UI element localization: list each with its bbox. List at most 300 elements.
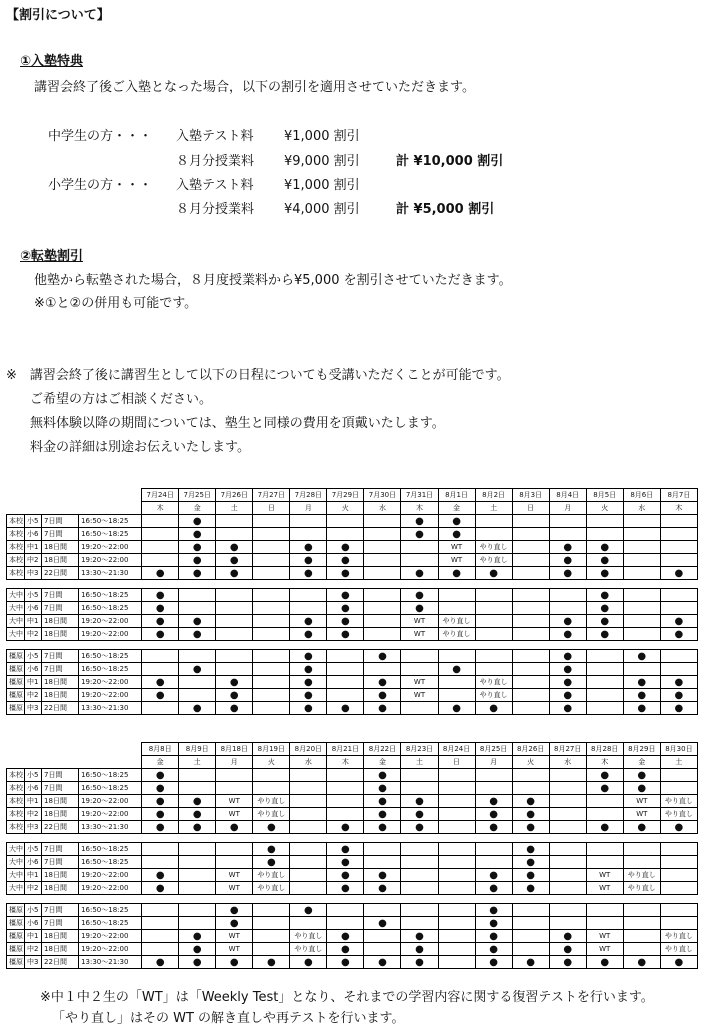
school-cell: 本校	[7, 821, 25, 834]
session-cell	[364, 904, 401, 917]
session-cell	[660, 602, 697, 615]
spacer-cell	[79, 641, 142, 650]
session-dot: ●	[401, 956, 438, 969]
session-dot: ●	[549, 689, 586, 702]
spacer-cell	[586, 641, 623, 650]
session-cell: やり直し	[660, 943, 697, 956]
session-cell: やり直し	[253, 869, 290, 882]
header-date: 8月26日	[512, 743, 549, 756]
discount-item: ８月分授業料	[176, 154, 255, 169]
session-cell	[438, 589, 475, 602]
duration-cell: 22日間	[42, 821, 79, 834]
spacer-cell	[438, 895, 475, 904]
header-weekday: 木	[401, 502, 438, 515]
duration-cell: 7日間	[42, 515, 79, 528]
spacer-cell	[364, 641, 401, 650]
session-dot: ●	[290, 904, 327, 917]
session-cell	[253, 650, 290, 663]
session-dot: ●	[364, 808, 401, 821]
session-cell	[623, 554, 660, 567]
time-cell: 19:20～22:00	[79, 943, 142, 956]
session-cell	[253, 602, 290, 615]
discount-who: 中学生の方・・・	[48, 129, 153, 144]
note-line: 無料体験以降の期間については、塾生と同様の費用を頂戴いたします。	[30, 416, 445, 431]
spacer-cell	[623, 834, 660, 843]
spacer-cell	[512, 895, 549, 904]
session-cell	[438, 917, 475, 930]
session-cell: WT	[401, 615, 438, 628]
session-cell	[142, 856, 179, 869]
session-cell	[549, 795, 586, 808]
session-cell	[364, 843, 401, 856]
spacer-cell	[660, 834, 697, 843]
header-blank	[79, 743, 142, 756]
footnote-line1: ※中１中２生の「WT」は「Weekly Test」となり、それまでの学習内容に関する復習テストを行います。	[40, 990, 654, 1005]
session-cell	[142, 930, 179, 943]
session-cell	[623, 856, 660, 869]
spacer-cell	[216, 834, 253, 843]
session-cell	[623, 602, 660, 615]
discount-amount: ¥1,000 割引	[284, 129, 360, 144]
session-cell	[290, 769, 327, 782]
session-dot: ●	[142, 821, 179, 834]
spacer-cell	[401, 895, 438, 904]
table-row	[7, 808, 698, 821]
session-cell	[290, 602, 327, 615]
duration-cell: 18日間	[42, 554, 79, 567]
duration-cell: 18日間	[42, 689, 79, 702]
header-weekday: 金	[364, 756, 401, 769]
session-cell	[438, 943, 475, 956]
session-dot: ●	[216, 689, 253, 702]
spacer-cell	[253, 580, 290, 589]
session-cell	[216, 628, 253, 641]
session-cell	[512, 541, 549, 554]
session-cell	[179, 769, 216, 782]
session-cell	[586, 650, 623, 663]
session-cell: やり直し	[475, 689, 512, 702]
session-cell	[549, 821, 586, 834]
session-cell	[549, 515, 586, 528]
header-weekday: 火	[253, 756, 290, 769]
table-row	[7, 589, 698, 602]
header-weekday: 水	[549, 756, 586, 769]
session-dot: ●	[327, 602, 364, 615]
session-dot: ●	[660, 821, 697, 834]
session-cell	[660, 904, 697, 917]
school-cell: 本校	[7, 769, 25, 782]
session-dot: ●	[327, 615, 364, 628]
session-cell	[216, 843, 253, 856]
time-cell: 19:20～22:00	[79, 930, 142, 943]
session-cell	[549, 808, 586, 821]
session-cell	[660, 663, 697, 676]
session-cell	[586, 856, 623, 869]
duration-cell: 7日間	[42, 602, 79, 615]
table-row	[7, 702, 698, 715]
spacer-cell	[290, 641, 327, 650]
session-dot: ●	[290, 663, 327, 676]
session-dot: ●	[327, 843, 364, 856]
spacer-cell	[549, 834, 586, 843]
session-dot: ●	[401, 515, 438, 528]
session-cell	[475, 663, 512, 676]
spacer-cell	[401, 580, 438, 589]
spacer-cell	[179, 580, 216, 589]
session-cell	[253, 782, 290, 795]
time-cell: 19:20～22:00	[79, 541, 142, 554]
session-cell	[401, 769, 438, 782]
session-cell	[142, 843, 179, 856]
session-dot: ●	[438, 528, 475, 541]
session-dot: ●	[512, 843, 549, 856]
session-cell	[179, 882, 216, 895]
grade-cell: 中1	[25, 869, 42, 882]
duration-cell: 22日間	[42, 702, 79, 715]
session-dot: ●	[586, 821, 623, 834]
session-dot: ●	[216, 821, 253, 834]
grade-cell: 中1	[25, 541, 42, 554]
school-cell: 大中	[7, 843, 25, 856]
table-row	[7, 663, 698, 676]
session-dot: ●	[475, 821, 512, 834]
discount-total: 計 ¥5,000 割引	[396, 202, 495, 217]
session-cell	[475, 528, 512, 541]
session-dot: ●	[290, 676, 327, 689]
session-cell	[216, 615, 253, 628]
session-cell	[438, 956, 475, 969]
session-cell	[216, 528, 253, 541]
duration-cell: 18日間	[42, 541, 79, 554]
session-cell: やり直し	[290, 930, 327, 943]
session-cell	[660, 515, 697, 528]
duration-cell: 7日間	[42, 782, 79, 795]
section1-heading: ①入塾特典	[20, 54, 84, 69]
session-dot: ●	[438, 567, 475, 580]
spacer-cell	[253, 895, 290, 904]
session-cell	[327, 515, 364, 528]
school-cell: 大中	[7, 869, 25, 882]
session-cell: やり直し	[660, 795, 697, 808]
session-dot: ●	[179, 930, 216, 943]
session-dot: ●	[142, 882, 179, 895]
session-cell	[438, 808, 475, 821]
page-title: 【割引について】	[6, 8, 110, 23]
session-dot: ●	[364, 650, 401, 663]
session-cell: WT	[216, 943, 253, 956]
duration-cell: 7日間	[42, 769, 79, 782]
session-dot: ●	[290, 956, 327, 969]
session-dot: ●	[179, 567, 216, 580]
session-cell	[438, 904, 475, 917]
session-cell	[401, 663, 438, 676]
session-cell	[586, 515, 623, 528]
session-cell: WT	[216, 930, 253, 943]
session-dot: ●	[475, 882, 512, 895]
time-cell: 19:20～22:00	[79, 628, 142, 641]
session-cell	[401, 869, 438, 882]
session-cell	[401, 856, 438, 869]
group-spacer	[7, 580, 698, 589]
group-spacer	[7, 834, 698, 843]
spacer-cell	[438, 580, 475, 589]
session-dot: ●	[549, 930, 586, 943]
table-row	[7, 930, 698, 943]
session-cell: やり直し	[660, 930, 697, 943]
spacer-cell	[79, 895, 142, 904]
session-dot: ●	[327, 554, 364, 567]
session-cell	[142, 943, 179, 956]
spacer-cell	[364, 580, 401, 589]
session-dot: ●	[586, 567, 623, 580]
time-cell: 13:30～21:30	[79, 702, 142, 715]
session-dot: ●	[364, 702, 401, 715]
time-cell: 19:20～22:00	[79, 808, 142, 821]
session-cell	[253, 702, 290, 715]
session-dot: ●	[660, 702, 697, 715]
session-dot: ●	[364, 676, 401, 689]
time-cell: 13:30～21:30	[79, 567, 142, 580]
session-dot: ●	[549, 541, 586, 554]
session-cell: WT	[438, 554, 475, 567]
spacer-cell	[660, 580, 697, 589]
session-dot: ●	[586, 769, 623, 782]
session-cell	[216, 589, 253, 602]
header-weekday: 木	[586, 756, 623, 769]
grade-cell: 小5	[25, 904, 42, 917]
section2-line2: ※①と②の併用も可能です。	[34, 296, 198, 311]
duration-cell: 7日間	[42, 650, 79, 663]
session-dot: ●	[623, 702, 660, 715]
school-cell: 橿原	[7, 689, 25, 702]
session-cell	[586, 676, 623, 689]
session-dot: ●	[142, 769, 179, 782]
session-cell: WT	[586, 869, 623, 882]
session-dot: ●	[327, 702, 364, 715]
session-dot: ●	[253, 956, 290, 969]
session-dot: ●	[142, 782, 179, 795]
session-dot: ●	[512, 821, 549, 834]
spacer-cell	[660, 641, 697, 650]
table-row	[7, 676, 698, 689]
session-dot: ●	[438, 702, 475, 715]
session-cell	[290, 917, 327, 930]
spacer-cell	[79, 580, 142, 589]
session-dot: ●	[364, 917, 401, 930]
session-cell	[142, 541, 179, 554]
group-spacer	[7, 641, 698, 650]
session-cell: WT	[623, 795, 660, 808]
session-dot: ●	[290, 615, 327, 628]
grade-cell: 中2	[25, 882, 42, 895]
session-cell	[179, 589, 216, 602]
session-cell	[253, 528, 290, 541]
table-row	[7, 615, 698, 628]
header-weekday: 日	[512, 502, 549, 515]
session-cell	[623, 515, 660, 528]
table-row	[7, 628, 698, 641]
session-cell	[623, 589, 660, 602]
session-cell	[179, 602, 216, 615]
note-line: ※ 講習会終了後に講習生として以下の日程についても受講いただくことが可能です。	[6, 368, 510, 383]
session-dot: ●	[549, 943, 586, 956]
session-cell	[438, 795, 475, 808]
session-cell	[290, 782, 327, 795]
grade-cell: 小5	[25, 843, 42, 856]
grade-cell: 中3	[25, 567, 42, 580]
header-date: 8月30日	[660, 743, 697, 756]
spacer-cell	[512, 834, 549, 843]
session-dot: ●	[475, 567, 512, 580]
header-blank	[7, 502, 25, 515]
spacer-cell	[512, 580, 549, 589]
session-cell	[253, 676, 290, 689]
table-row	[7, 554, 698, 567]
header-blank	[25, 756, 42, 769]
session-cell	[586, 795, 623, 808]
header-date: 8月23日	[401, 743, 438, 756]
time-cell: 16:50～18:25	[79, 782, 142, 795]
school-cell: 橿原	[7, 956, 25, 969]
session-cell	[512, 917, 549, 930]
header-weekday: 月	[290, 502, 327, 515]
session-dot: ●	[475, 904, 512, 917]
header-date: 8月27日	[549, 743, 586, 756]
session-cell	[364, 930, 401, 943]
spacer-cell	[25, 834, 42, 843]
session-cell: WT	[216, 869, 253, 882]
session-dot: ●	[142, 602, 179, 615]
session-cell: WT	[216, 808, 253, 821]
session-cell	[623, 541, 660, 554]
session-cell	[364, 856, 401, 869]
footnote-line2: 「やり直し」はその WT の解き直しや再テストを行います。	[52, 1011, 405, 1026]
session-cell	[364, 943, 401, 956]
school-cell: 大中	[7, 882, 25, 895]
header-day-row	[7, 756, 698, 769]
session-cell	[253, 930, 290, 943]
session-dot: ●	[475, 702, 512, 715]
session-cell	[179, 676, 216, 689]
header-blank	[79, 502, 142, 515]
session-cell	[142, 917, 179, 930]
session-cell	[216, 515, 253, 528]
session-cell: やり直し	[475, 541, 512, 554]
session-cell	[475, 843, 512, 856]
session-cell	[512, 663, 549, 676]
session-dot: ●	[142, 615, 179, 628]
session-dot: ●	[179, 554, 216, 567]
grade-cell: 小6	[25, 663, 42, 676]
session-dot: ●	[438, 515, 475, 528]
session-cell	[327, 528, 364, 541]
session-cell	[549, 856, 586, 869]
spacer-cell	[142, 580, 179, 589]
session-cell	[364, 628, 401, 641]
grade-cell: 中2	[25, 554, 42, 567]
session-dot: ●	[401, 589, 438, 602]
session-cell	[253, 567, 290, 580]
grade-cell: 中3	[25, 821, 42, 834]
header-weekday: 土	[401, 756, 438, 769]
session-cell	[142, 650, 179, 663]
header-blank	[7, 756, 25, 769]
school-cell: 大中	[7, 602, 25, 615]
session-cell	[623, 843, 660, 856]
school-cell: 大中	[7, 589, 25, 602]
session-cell	[438, 782, 475, 795]
header-date: 8月21日	[327, 743, 364, 756]
school-cell: 橿原	[7, 930, 25, 943]
note-line: 料金の詳細は別途お伝えいたします。	[30, 440, 250, 455]
session-cell	[512, 528, 549, 541]
spacer-cell	[7, 580, 25, 589]
session-dot: ●	[290, 628, 327, 641]
session-dot: ●	[623, 650, 660, 663]
spacer-cell	[438, 834, 475, 843]
session-cell	[549, 882, 586, 895]
header-date: 8月2日	[475, 489, 512, 502]
spacer-cell	[475, 834, 512, 843]
session-dot: ●	[327, 589, 364, 602]
discount-who: 小学生の方・・・	[48, 178, 153, 193]
session-cell	[512, 930, 549, 943]
session-cell	[216, 769, 253, 782]
school-cell: 大中	[7, 628, 25, 641]
session-cell	[253, 943, 290, 956]
grade-cell: 小6	[25, 782, 42, 795]
session-dot: ●	[216, 956, 253, 969]
session-dot: ●	[660, 615, 697, 628]
session-cell	[179, 843, 216, 856]
session-dot: ●	[142, 795, 179, 808]
time-cell: 13:30～21:30	[79, 821, 142, 834]
spacer-cell	[42, 895, 79, 904]
session-cell	[660, 843, 697, 856]
session-cell	[475, 602, 512, 615]
header-date: 7月31日	[401, 489, 438, 502]
session-cell: WT	[401, 689, 438, 702]
session-cell	[401, 554, 438, 567]
duration-cell: 18日間	[42, 930, 79, 943]
time-cell: 19:20～22:00	[79, 676, 142, 689]
session-dot: ●	[253, 821, 290, 834]
session-dot: ●	[290, 554, 327, 567]
session-cell: WT	[438, 541, 475, 554]
session-cell	[253, 554, 290, 567]
header-date: 7月26日	[216, 489, 253, 502]
session-cell: やり直し	[475, 554, 512, 567]
session-dot: ●	[660, 676, 697, 689]
session-dot: ●	[401, 808, 438, 821]
session-dot: ●	[401, 943, 438, 956]
group-spacer	[7, 895, 698, 904]
header-weekday: 月	[475, 756, 512, 769]
session-cell	[623, 567, 660, 580]
session-dot: ●	[364, 882, 401, 895]
time-cell: 19:20～22:00	[79, 882, 142, 895]
session-dot: ●	[549, 650, 586, 663]
session-dot: ●	[142, 956, 179, 969]
discount-amount: ¥9,000 割引	[284, 154, 360, 169]
session-dot: ●	[401, 795, 438, 808]
time-cell: 16:50～18:25	[79, 515, 142, 528]
table-row	[7, 515, 698, 528]
spacer-cell	[512, 641, 549, 650]
grade-cell: 中2	[25, 943, 42, 956]
session-cell	[216, 663, 253, 676]
header-date: 8月6日	[623, 489, 660, 502]
